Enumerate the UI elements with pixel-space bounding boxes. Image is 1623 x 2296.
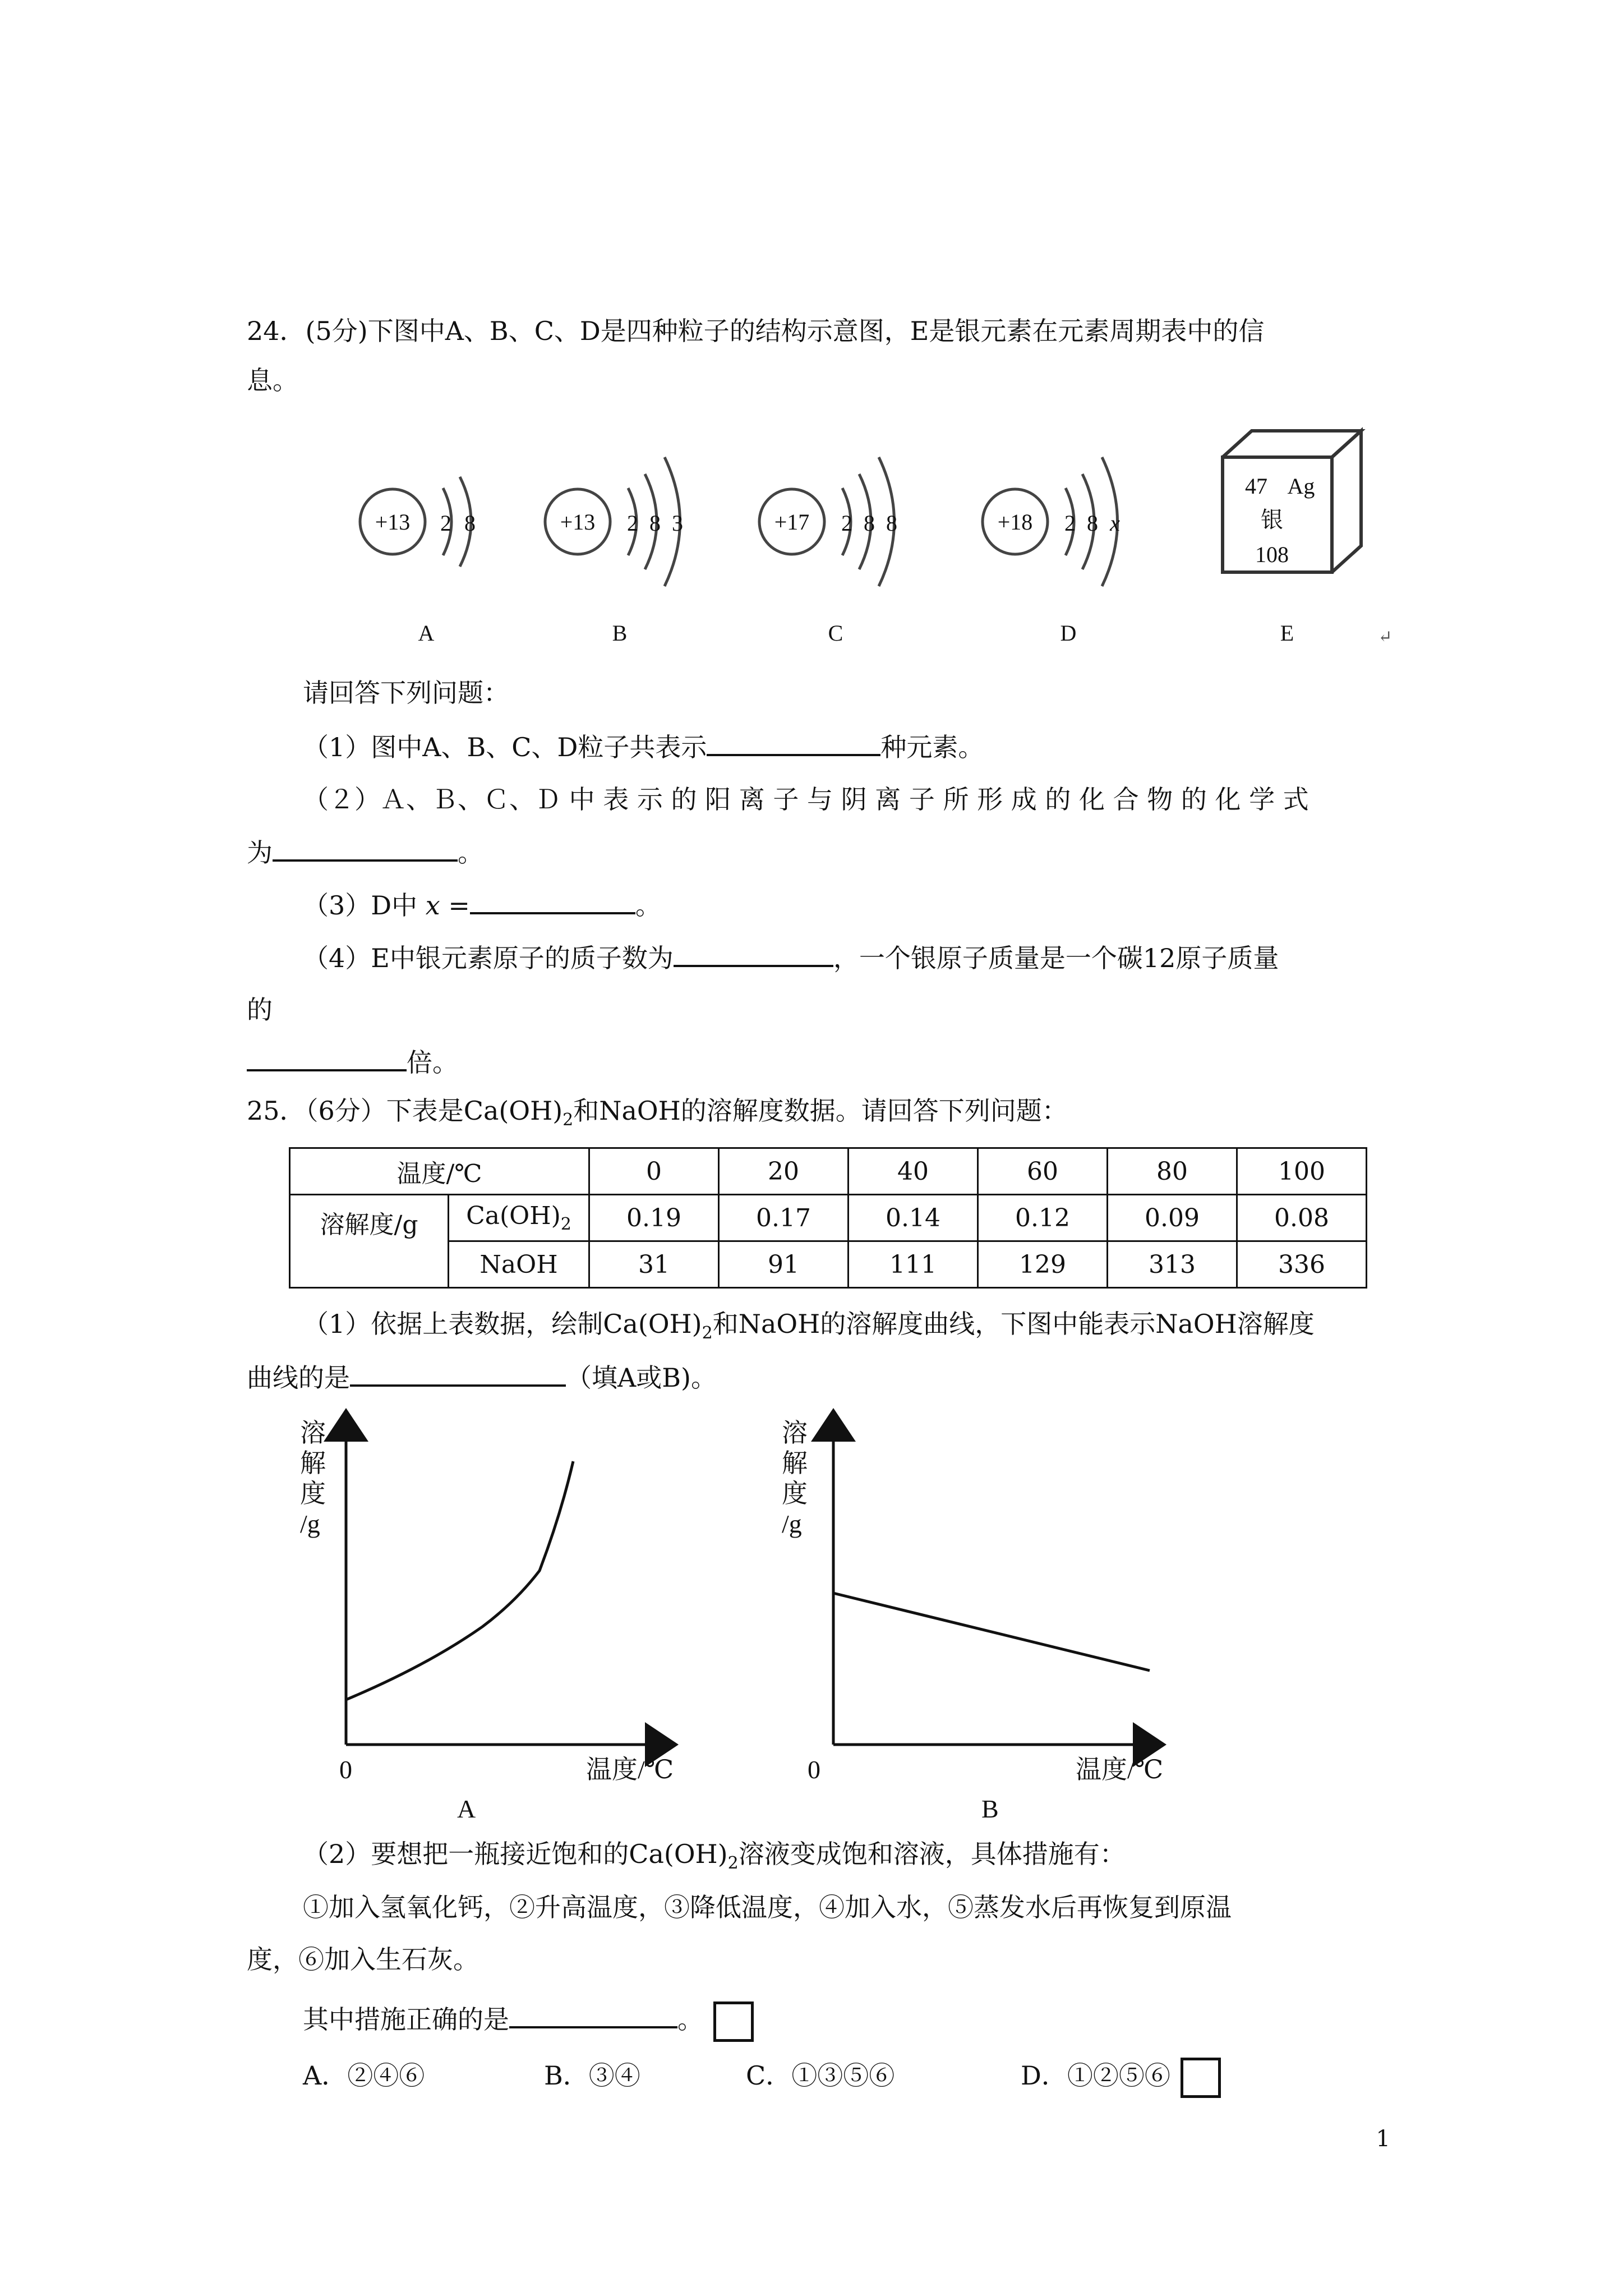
option-a[interactable]: A．②④⑥ bbox=[303, 2060, 425, 2091]
chart-a-ylabel-3: 度 bbox=[300, 1479, 326, 1508]
chart-a-xlabel: 温度/℃ bbox=[586, 1755, 674, 1784]
chart-a-ylabel-1: 溶 bbox=[300, 1419, 326, 1447]
option-box[interactable] bbox=[1181, 2058, 1221, 2098]
page-number: 1 bbox=[1376, 2126, 1390, 2152]
atom-d-nucleus: +18 bbox=[997, 509, 1033, 535]
q25-part1-text-d: （填A或B)。 bbox=[566, 1363, 717, 1393]
table-cell: 0.17 bbox=[719, 1195, 849, 1241]
chart-a-label: A bbox=[457, 1795, 476, 1823]
atom-b-label: B bbox=[612, 620, 628, 646]
table-cell: 0.12 bbox=[978, 1195, 1108, 1241]
q24-stem-line1: 24．(5分)下图中A、B、C、D是四种粒子的结构示意图，E是银元素在元素周期表中的信 bbox=[247, 316, 1265, 346]
q25-part1-text-c: 曲线的是 bbox=[247, 1363, 350, 1393]
q24-part4-text-b: ，一个银原子质量是一个碳12原子质量 bbox=[833, 943, 1279, 973]
q24-part3-blank[interactable] bbox=[470, 887, 635, 914]
atom-c-shell-label-2: 8 bbox=[864, 510, 875, 536]
chart-b-label: B bbox=[981, 1795, 999, 1823]
q25-part1-line1 bbox=[303, 1307, 1315, 1350]
q25-measures-line1: ①加入氢氧化钙，②升高温度，③降低温度，④加入水，⑤蒸发水后再恢复到原温 bbox=[303, 1892, 1232, 1922]
return-mark: ↵ bbox=[1378, 628, 1393, 646]
caoh2-name: Ca(OH) bbox=[466, 1202, 561, 1231]
element-cube-side bbox=[1332, 431, 1361, 572]
solubility-curves bbox=[0, 1402, 1623, 1823]
table-cell: 0.08 bbox=[1237, 1195, 1367, 1241]
q24-part4-text-d: 倍。 bbox=[407, 1047, 458, 1078]
atom-c-label: C bbox=[828, 620, 843, 646]
atom-d-shell-label-3: x bbox=[1110, 510, 1120, 536]
table-row bbox=[290, 1195, 1367, 1241]
atom-c-shell-label-1: 2 bbox=[841, 510, 852, 536]
q25-measures-line2: 度，⑥加入生石灰。 bbox=[247, 1944, 479, 1975]
q25-options bbox=[303, 2053, 1221, 2098]
atom-d-label: D bbox=[1060, 620, 1077, 646]
chart-b-ylabel-2: 解 bbox=[782, 1449, 808, 1478]
atom-a-shell-label-1: 2 bbox=[440, 510, 451, 536]
atom-b-shell-label-3: 3 bbox=[672, 510, 683, 536]
table-cell-caoh2 bbox=[449, 1195, 589, 1241]
q24-part3-text-b: = bbox=[440, 890, 470, 921]
table-cell: 336 bbox=[1237, 1241, 1367, 1288]
atom-c-nucleus: +17 bbox=[774, 509, 810, 535]
q25-answer-blank[interactable] bbox=[509, 2001, 677, 2028]
option-b[interactable]: B．③④ bbox=[544, 2060, 640, 2091]
q24-part4-line3 bbox=[247, 1045, 458, 1079]
atom-b-nucleus: +13 bbox=[560, 509, 596, 535]
chart-b-xlabel: 温度/℃ bbox=[1076, 1755, 1164, 1784]
q24-part4-line1 bbox=[303, 940, 1279, 975]
q25-stem-text-b: 和NaOH的溶解度数据。请回答下列问题： bbox=[573, 1096, 1068, 1126]
element-name: 银 bbox=[1261, 507, 1283, 532]
q24-part4-text-a: （4）E中银元素原子的质子数为 bbox=[303, 943, 674, 973]
chart-b-curve bbox=[833, 1593, 1150, 1671]
q25-part2-text-a: （2）要想把一瓶接近饱和的Ca(OH) bbox=[303, 1839, 728, 1869]
q24-prompt: 请回答下列问题： bbox=[303, 678, 509, 708]
chart-b-ylabel-1: 溶 bbox=[782, 1419, 808, 1447]
atom-d-shell-label-2: 8 bbox=[1087, 510, 1098, 536]
q25-part1-text-b: 和NaOH的溶解度曲线，下图中能表示NaOH溶解度 bbox=[712, 1309, 1315, 1339]
atom-c-shell-label-3: 8 bbox=[886, 510, 897, 536]
solubility-label: 溶解度/g bbox=[290, 1195, 449, 1288]
q25-stem-subscript: 2 bbox=[562, 1110, 574, 1130]
table-cell: 0 bbox=[589, 1148, 719, 1195]
chart-a-origin: 0 bbox=[339, 1755, 352, 1784]
atom-a-shell-label-2: 8 bbox=[464, 510, 476, 536]
q24-part1 bbox=[303, 729, 984, 764]
element-cube-top bbox=[1223, 431, 1361, 457]
q24-part3 bbox=[303, 887, 661, 922]
q24-part1-text-b: 种元素。 bbox=[880, 732, 984, 762]
table-cell: 0.09 bbox=[1108, 1195, 1237, 1241]
q25-part2-text-b: 溶液变成饱和溶液，具体措施有： bbox=[738, 1839, 1126, 1869]
atom-b-shell-label-1: 2 bbox=[627, 510, 638, 536]
q24-part2-blank[interactable] bbox=[273, 835, 458, 862]
table-cell: 313 bbox=[1108, 1241, 1237, 1288]
atom-d-shell-label-1: 2 bbox=[1064, 510, 1076, 536]
table-row bbox=[290, 1148, 1367, 1195]
atom-a-nucleus: +13 bbox=[375, 509, 411, 535]
q24-part3-variable: x bbox=[425, 890, 440, 921]
q24-part2-line1: （２）Ａ、Ｂ、Ｃ、Ｄ 中 表 示 的 阳 离 子 与 阴 离 子 所 形 成 的 化 合 物 的 化 学 式 bbox=[303, 784, 1309, 815]
chart-b-origin: 0 bbox=[808, 1755, 820, 1784]
table-cell: 91 bbox=[719, 1241, 849, 1288]
q24-figure bbox=[0, 415, 1623, 651]
q25-answer-text-a: 其中措施正确的是 bbox=[303, 2004, 509, 2035]
q24-part2-text-c: 。 bbox=[458, 838, 483, 868]
atom-b-shell-label-2: 8 bbox=[649, 510, 661, 536]
table-cell: 40 bbox=[849, 1148, 978, 1195]
q25-part1-text-a: （1）依据上表数据，绘制Ca(OH) bbox=[303, 1309, 702, 1339]
table-cell-naoh: NaOH bbox=[449, 1241, 589, 1288]
q24-stem-line2: 息。 bbox=[247, 365, 298, 395]
option-c[interactable]: C．①③⑤⑥ bbox=[746, 2060, 895, 2091]
table-cell: 60 bbox=[978, 1148, 1108, 1195]
caoh2-subscript: 2 bbox=[560, 1214, 571, 1234]
table-cell: 80 bbox=[1108, 1148, 1237, 1195]
q24-part2-line2 bbox=[247, 835, 483, 869]
q25-stem bbox=[247, 1094, 1068, 1137]
table-cell: 31 bbox=[589, 1241, 719, 1288]
chart-b-ylabel-3: 度 bbox=[782, 1479, 808, 1508]
q25-part1-line2 bbox=[247, 1360, 717, 1395]
solubility-table bbox=[289, 1147, 1367, 1289]
q24-part4-blank-2[interactable] bbox=[247, 1045, 407, 1071]
table-cell: 20 bbox=[719, 1148, 849, 1195]
q24-part3-text-a: （3）D中 bbox=[303, 890, 418, 921]
table-cell: 0.19 bbox=[589, 1195, 719, 1241]
q25-answer-line bbox=[303, 1997, 754, 2042]
q24-part3-text-c: 。 bbox=[635, 890, 661, 921]
element-number: 47 bbox=[1245, 473, 1267, 499]
q24-part4-line2: 的 bbox=[247, 995, 273, 1025]
q24-part2-text-b: 为 bbox=[247, 838, 273, 868]
atom-a-label: A bbox=[418, 620, 435, 646]
q25-part1-blank[interactable] bbox=[350, 1360, 566, 1387]
element-symbol: Ag bbox=[1287, 473, 1315, 499]
q25-part2-subscript: 2 bbox=[727, 1853, 739, 1874]
q25-part2-line1 bbox=[303, 1837, 1126, 1880]
chart-b-ylabel-4: /g bbox=[782, 1510, 802, 1538]
chart-a-ylabel-4: /g bbox=[300, 1510, 320, 1538]
chart-a-ylabel-2: 解 bbox=[300, 1449, 326, 1478]
q24-part1-blank[interactable] bbox=[707, 729, 880, 756]
table-cell: 0.14 bbox=[849, 1195, 978, 1241]
option-d[interactable]: D．①②⑤⑥ bbox=[1021, 2060, 1170, 2091]
element-label: E bbox=[1280, 620, 1294, 646]
q25-part1-subscript: 2 bbox=[702, 1323, 713, 1343]
q25-stem-text-a: 25．（6分）下表是Ca(OH) bbox=[247, 1096, 563, 1126]
chart-a-curve bbox=[346, 1461, 573, 1700]
table-cell: 129 bbox=[978, 1241, 1108, 1288]
q24-part1-text-a: （1）图中A、B、C、D粒子共表示 bbox=[303, 732, 707, 762]
q24-part4-blank-1[interactable] bbox=[674, 940, 833, 967]
element-mass: 108 bbox=[1255, 542, 1289, 567]
table-cell: 100 bbox=[1237, 1148, 1367, 1195]
table-row bbox=[290, 1241, 1367, 1288]
table-cell: 111 bbox=[849, 1241, 978, 1288]
temp-header: 温度/℃ bbox=[290, 1148, 589, 1195]
q25-answer-text-b: 。 bbox=[677, 2004, 703, 2035]
answer-box[interactable] bbox=[713, 2001, 754, 2042]
